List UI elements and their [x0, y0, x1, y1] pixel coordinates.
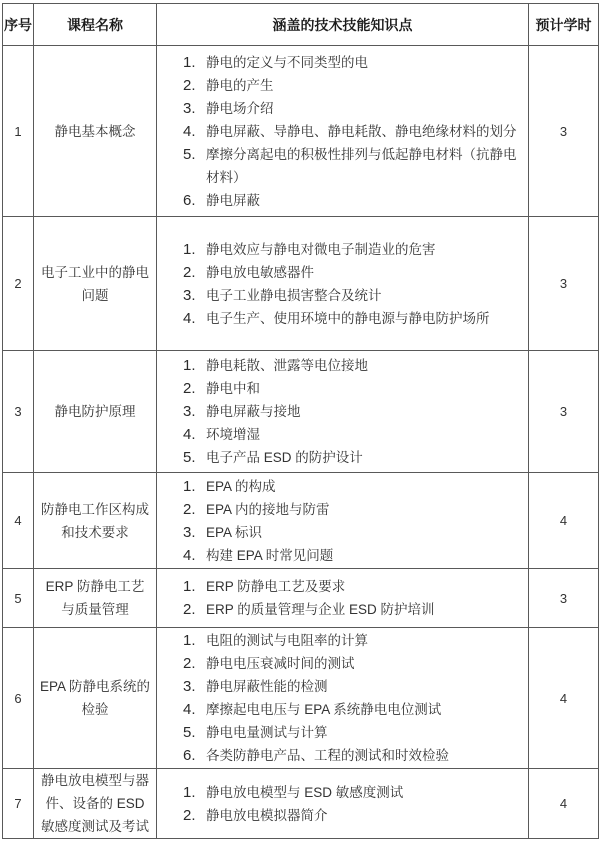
table-row — [3, 217, 599, 351]
table-header — [3, 4, 599, 46]
point-number: 3. — [183, 403, 196, 420]
point-text: 电子产品 ESD 的防护设计 — [206, 450, 363, 465]
list-item — [183, 261, 518, 284]
point-number: 1. — [183, 357, 196, 374]
point-number: 5. — [183, 449, 196, 466]
list-item — [183, 698, 518, 721]
list-item — [183, 423, 518, 446]
point-number: 3. — [183, 286, 196, 304]
point-text: 电阻的测试与电阻率的计算 — [206, 633, 368, 648]
list-item — [183, 629, 518, 652]
point-number: 3. — [183, 99, 196, 117]
list-item — [183, 74, 518, 97]
point-text: 静电效应与静电对微电子制造业的危害 — [206, 241, 436, 257]
list-item — [183, 446, 518, 469]
row-hours: 4 — [529, 769, 599, 839]
point-text: 静电场介绍 — [206, 100, 274, 116]
list-item — [183, 652, 518, 675]
row-number: 6 — [3, 628, 34, 769]
point-text: 静电电压衰减时间的测试 — [206, 656, 355, 671]
course-name: EPA 防静电系统的检验 — [34, 628, 157, 769]
list-item — [183, 598, 518, 621]
list-item — [183, 521, 518, 544]
list-item — [183, 354, 518, 377]
row-hours: 3 — [529, 569, 599, 628]
point-text: 摩擦分离起电的积极性排列与低起静电材料（抗静电材料） — [206, 146, 517, 185]
list-item — [183, 189, 518, 212]
point-text: ERP 防静电工艺及要求 — [206, 579, 346, 594]
row-hours: 4 — [529, 473, 599, 569]
points-list — [157, 575, 528, 621]
point-number: 5. — [183, 145, 196, 163]
table-row — [3, 46, 599, 217]
list-item — [183, 575, 518, 598]
point-text: 静电屏蔽 — [206, 192, 260, 208]
point-text: 静电屏蔽性能的检测 — [206, 679, 328, 694]
list-item — [183, 143, 518, 189]
row-number: 1 — [3, 46, 34, 217]
list-item — [183, 744, 518, 767]
point-number: 1. — [183, 783, 196, 801]
list-item — [183, 97, 518, 120]
point-number: 2. — [183, 500, 196, 518]
point-number: 2. — [183, 76, 196, 94]
row-hours: 3 — [529, 217, 599, 351]
header-cell-points: 涵盖的技术技能知识点 — [157, 4, 529, 46]
point-text: ERP 的质量管理与企业 ESD 防护培训 — [206, 602, 435, 617]
point-number: 4. — [183, 122, 196, 140]
point-number: 1. — [183, 53, 196, 71]
list-item — [183, 475, 518, 498]
course-name: ERP 防静电工艺与质量管理 — [34, 569, 157, 628]
point-number: 4. — [183, 546, 196, 564]
point-text: 静电放电敏感器件 — [206, 264, 314, 280]
point-number: 2. — [183, 806, 196, 824]
table-row — [3, 628, 599, 769]
list-item — [183, 120, 518, 143]
course-name: 静电放电模型与器件、设备的 ESD 敏感度测试及考试 — [34, 769, 157, 839]
course-syllabus-table — [2, 3, 599, 839]
course-name: 静电防护原理 — [34, 351, 157, 473]
header-cell-hours: 预计学时 — [529, 4, 599, 46]
row-hours: 3 — [529, 46, 599, 217]
row-number: 2 — [3, 217, 34, 351]
point-text: 静电放电模型与 ESD 敏感度测试 — [206, 784, 404, 800]
point-text: EPA 内的接地与防雷 — [206, 501, 330, 517]
course-name: 静电基本概念 — [34, 46, 157, 217]
table-row — [3, 569, 599, 628]
point-text: 静电中和 — [206, 381, 260, 396]
list-item — [183, 721, 518, 744]
point-text: 静电耗散、泄露等电位接地 — [206, 358, 368, 373]
point-text: 电子生产、使用环境中的静电源与静电防护场所 — [206, 310, 490, 326]
row-number: 5 — [3, 569, 34, 628]
point-text: EPA 的构成 — [206, 478, 276, 494]
list-item — [183, 675, 518, 698]
point-number: 1. — [183, 240, 196, 258]
table-row — [3, 473, 599, 569]
list-item — [183, 377, 518, 400]
point-text: 静电放电模拟器简介 — [206, 807, 328, 823]
point-text: 电子工业静电损害整合及统计 — [206, 287, 382, 303]
row-number: 7 — [3, 769, 34, 839]
points-list — [157, 238, 528, 330]
point-number: 2. — [183, 380, 196, 397]
points-list — [157, 354, 528, 469]
row-hours: 4 — [529, 628, 599, 769]
point-text: 静电屏蔽、导静电、静电耗散、静电绝缘材料的划分 — [206, 123, 517, 139]
points-list — [157, 629, 528, 767]
list-item — [183, 51, 518, 74]
list-item — [183, 307, 518, 330]
list-item — [183, 498, 518, 521]
point-number: 4. — [183, 701, 196, 718]
course-name: 电子工业中的静电问题 — [34, 217, 157, 351]
course-name: 防静电工作区构成和技术要求 — [34, 473, 157, 569]
row-number: 4 — [3, 473, 34, 569]
point-number: 2. — [183, 263, 196, 281]
point-text: 静电屏蔽与接地 — [206, 404, 301, 419]
list-item — [183, 804, 518, 827]
point-number: 4. — [183, 309, 196, 327]
list-item — [183, 238, 518, 261]
point-text: 环境增湿 — [206, 427, 260, 442]
point-text: 静电电量测试与计算 — [206, 725, 328, 740]
point-number: 4. — [183, 426, 196, 443]
point-number: 1. — [183, 578, 196, 595]
table-row — [3, 769, 599, 839]
point-number: 2. — [183, 655, 196, 672]
row-hours: 3 — [529, 351, 599, 473]
point-text: 静电的产生 — [206, 77, 274, 93]
table-row — [3, 351, 599, 473]
point-text: 构建 EPA 时常见问题 — [206, 547, 334, 563]
list-item — [183, 544, 518, 567]
point-number: 6. — [183, 747, 196, 764]
list-item — [183, 284, 518, 307]
list-item — [183, 400, 518, 423]
point-text: 摩擦起电电压与 EPA 系统静电电位测试 — [206, 702, 442, 717]
list-item — [183, 781, 518, 804]
point-text: 静电的定义与不同类型的电 — [206, 54, 368, 70]
point-number: 3. — [183, 678, 196, 695]
header-cell-number: 序号 — [3, 4, 34, 46]
row-number: 3 — [3, 351, 34, 473]
points-list — [157, 475, 528, 567]
header-cell-course: 课程名称 — [34, 4, 157, 46]
point-number: 6. — [183, 191, 196, 209]
point-number: 2. — [183, 601, 196, 618]
points-list — [157, 51, 528, 212]
course-table-body — [3, 46, 599, 839]
point-text: 各类防静电产品、工程的测试和时效检验 — [206, 748, 449, 763]
point-number: 1. — [183, 477, 196, 495]
points-list — [157, 781, 528, 827]
header-row — [3, 4, 599, 46]
point-text: EPA 标识 — [206, 524, 263, 540]
point-number: 3. — [183, 523, 196, 541]
point-number: 5. — [183, 724, 196, 741]
point-number: 1. — [183, 632, 196, 649]
